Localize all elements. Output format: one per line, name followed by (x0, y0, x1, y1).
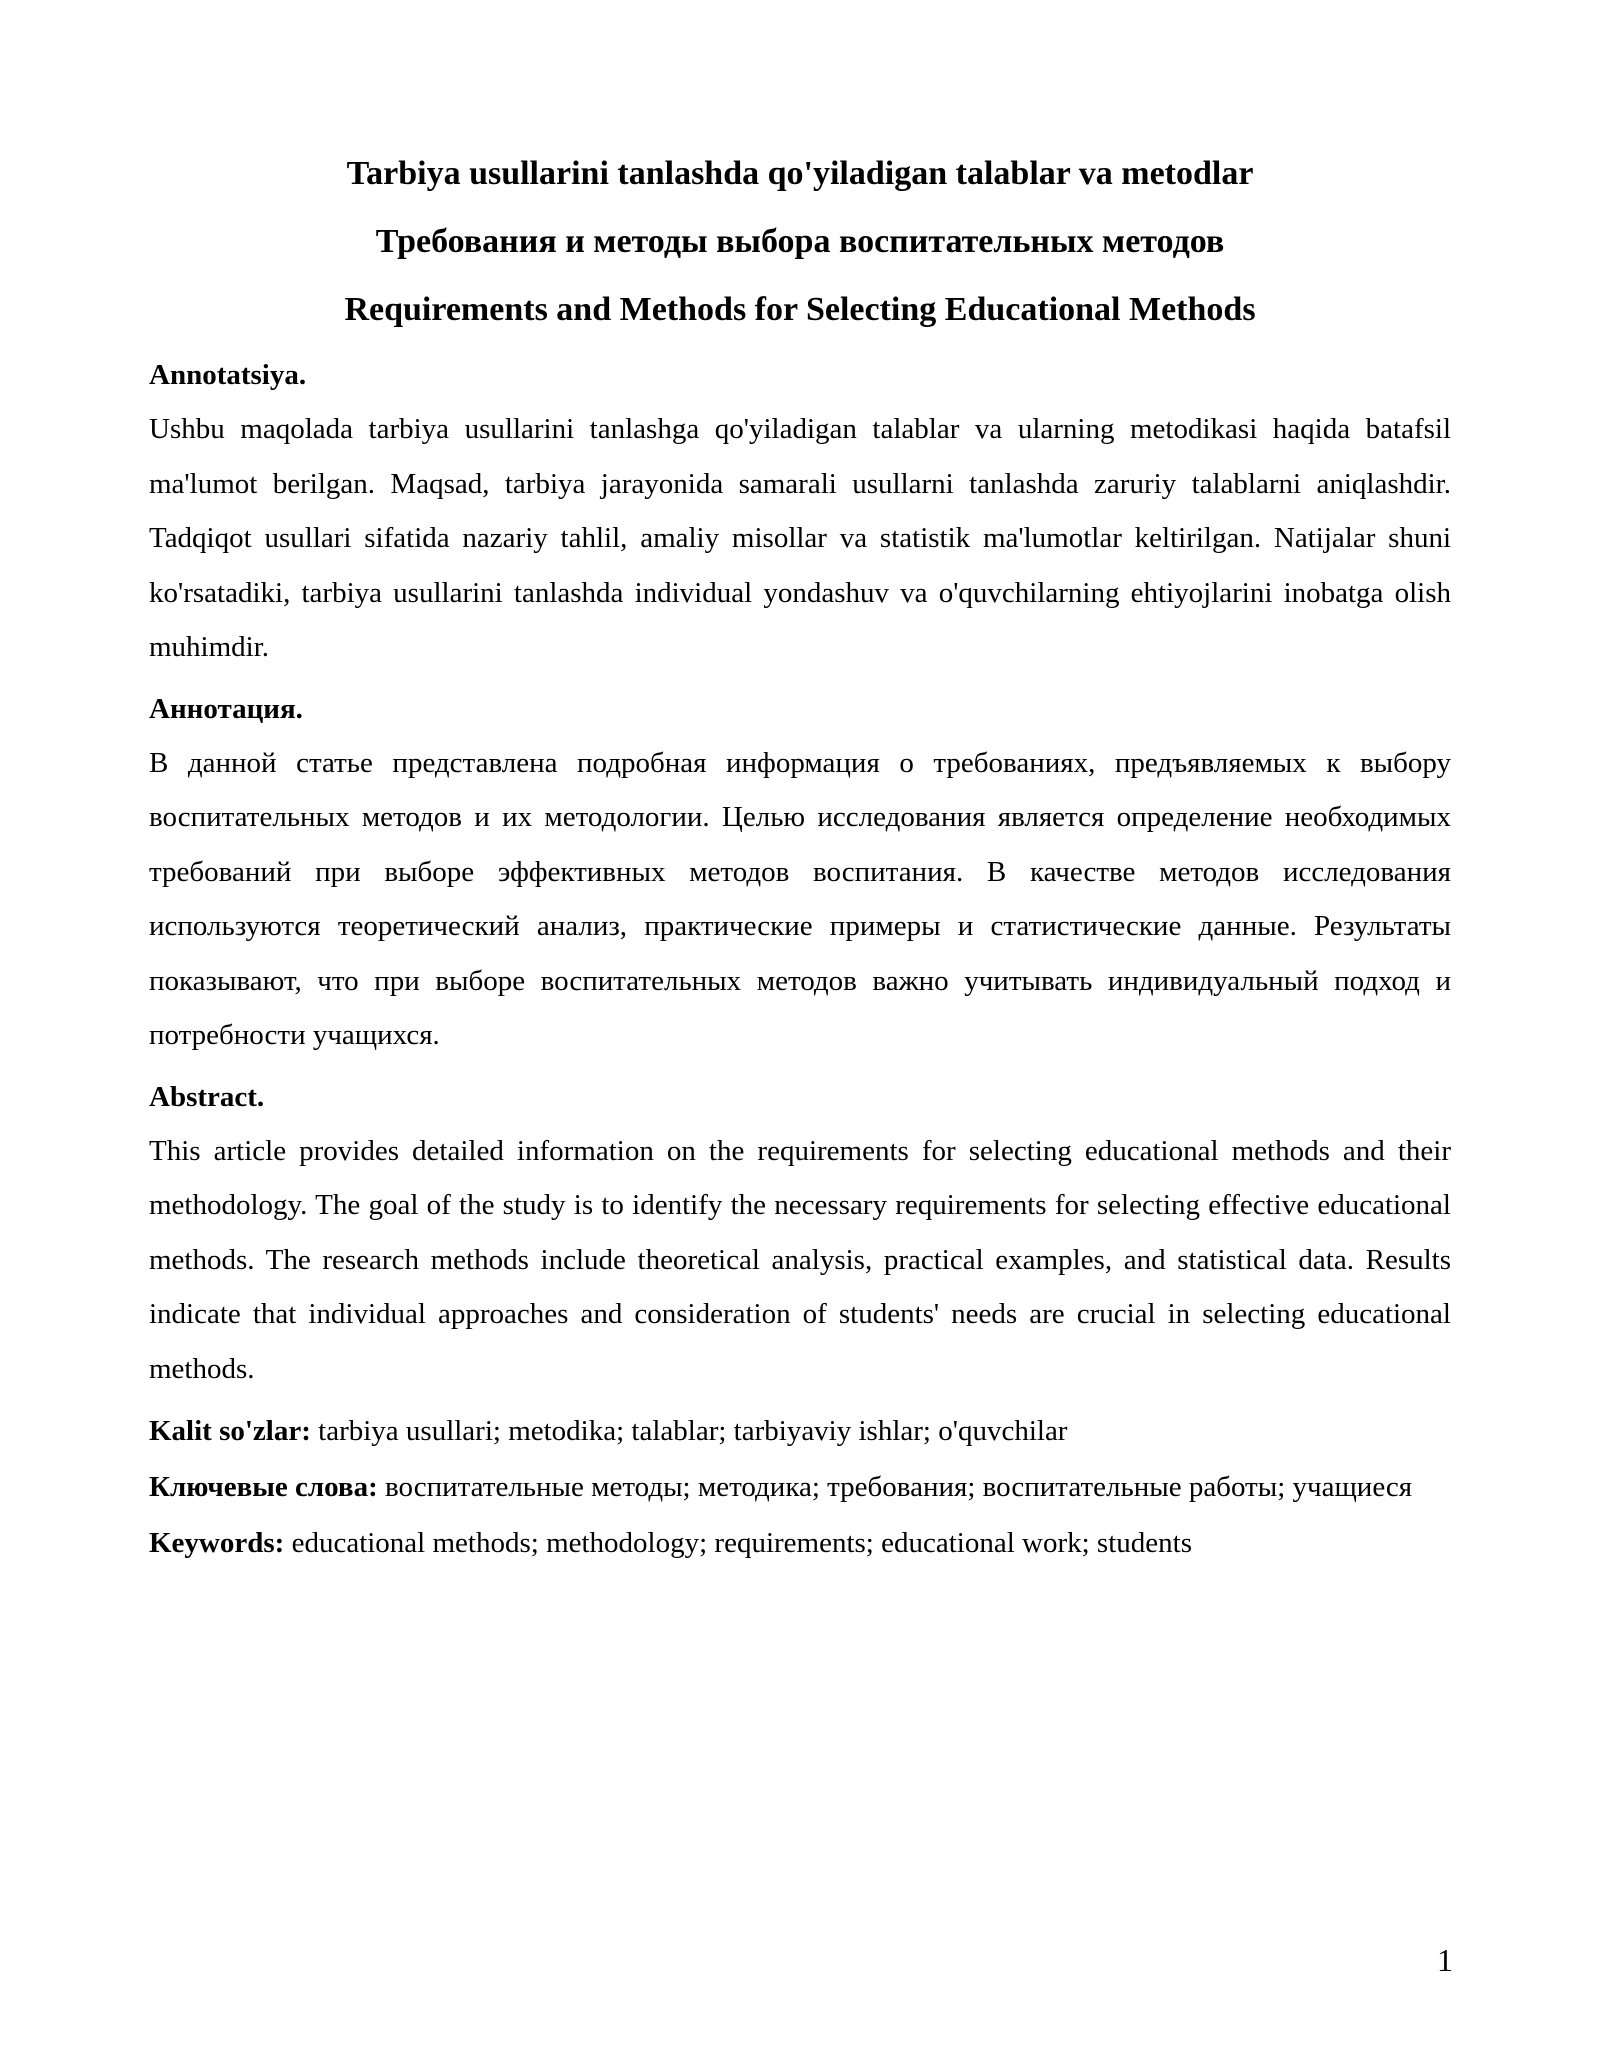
keywords-uz-text: tarbiya usullari; metodika; talablar; tarbiyaviy ishlar; o'quvchilar (310, 1415, 1068, 1447)
keywords-uz (149, 1403, 1451, 1459)
annotation-uz-heading: Annotatsiya. (149, 359, 307, 391)
abstract-en-text: This article provides detailed information on the requirements for selecting educational methods and their methodology. The goal of the study is to identify the necessary requirements for selecting effective educational methods. The research methods include theoretical analysis, practical examples, and statistical data. Results indicate that individual approaches and consideration of students' needs are crucial in selecting educational methods. (149, 1134, 1451, 1385)
keywords-ru-label: Ключевые слова: (149, 1471, 378, 1503)
keywords-en-label: Keywords: (149, 1527, 285, 1559)
keywords-ru-text: воспитательные методы; методика; требования; воспитательные работы; учащиеся (377, 1471, 1413, 1503)
annotation-ru-heading: Аннотация. (149, 692, 303, 725)
keywords-en-text: educational methods; methodology; requirements; educational work; students (284, 1527, 1192, 1559)
title-english: Requirements and Methods for Selecting Educational Methods (344, 291, 1256, 328)
keywords-en (149, 1515, 1451, 1571)
title-uzbek: Tarbiya usullarini tanlashda qo'yiladigan talablar va metodlar (346, 155, 1254, 192)
abstract-en-heading: Abstract. (149, 1080, 265, 1113)
annotation-ru-text: В данной статье представлена подробная информация о требованиях, предъявляемых к выбору воспитательных методов и их методологии. Целью исследования является определение необходимых требований при выборе эффективных методов воспитания. В качестве методов исследования используются теоретический анализ, практические примеры и статистические данные. Результаты показывают, что при выборе воспитательных методов важно учитывать индивидуальный подход и потребности учащихся. (149, 746, 1451, 1051)
page-number: 1 (1437, 1942, 1453, 1978)
page-content (149, 140, 1451, 1571)
annotation-uz-text: Ushbu maqolada tarbiya usullarini tanlashga qo'yiladigan talablar va ularning metodikasi haqida batafsil ma'lumot berilgan. Maqsad, tarbiya jarayonida samarali usullarni tanlashda zaruriy talablarni aniqlashdir. Tadqiqot usullari sifatida nazariy tahlil, amaliy misollar va statistik ma'lumotlar keltirilgan. Natijalar shuni ko'rsatadiki, tarbiya usullarini tanlashda individual yondashuv va o'quvchilarning ehtiyojlarini inobatga olish muhimdir. (149, 413, 1451, 663)
keywords-uz-label: Kalit so'zlar: (149, 1415, 311, 1447)
title-russian: Требования и методы выбора воспитательных методов (375, 223, 1225, 260)
keywords-ru (149, 1459, 1451, 1515)
